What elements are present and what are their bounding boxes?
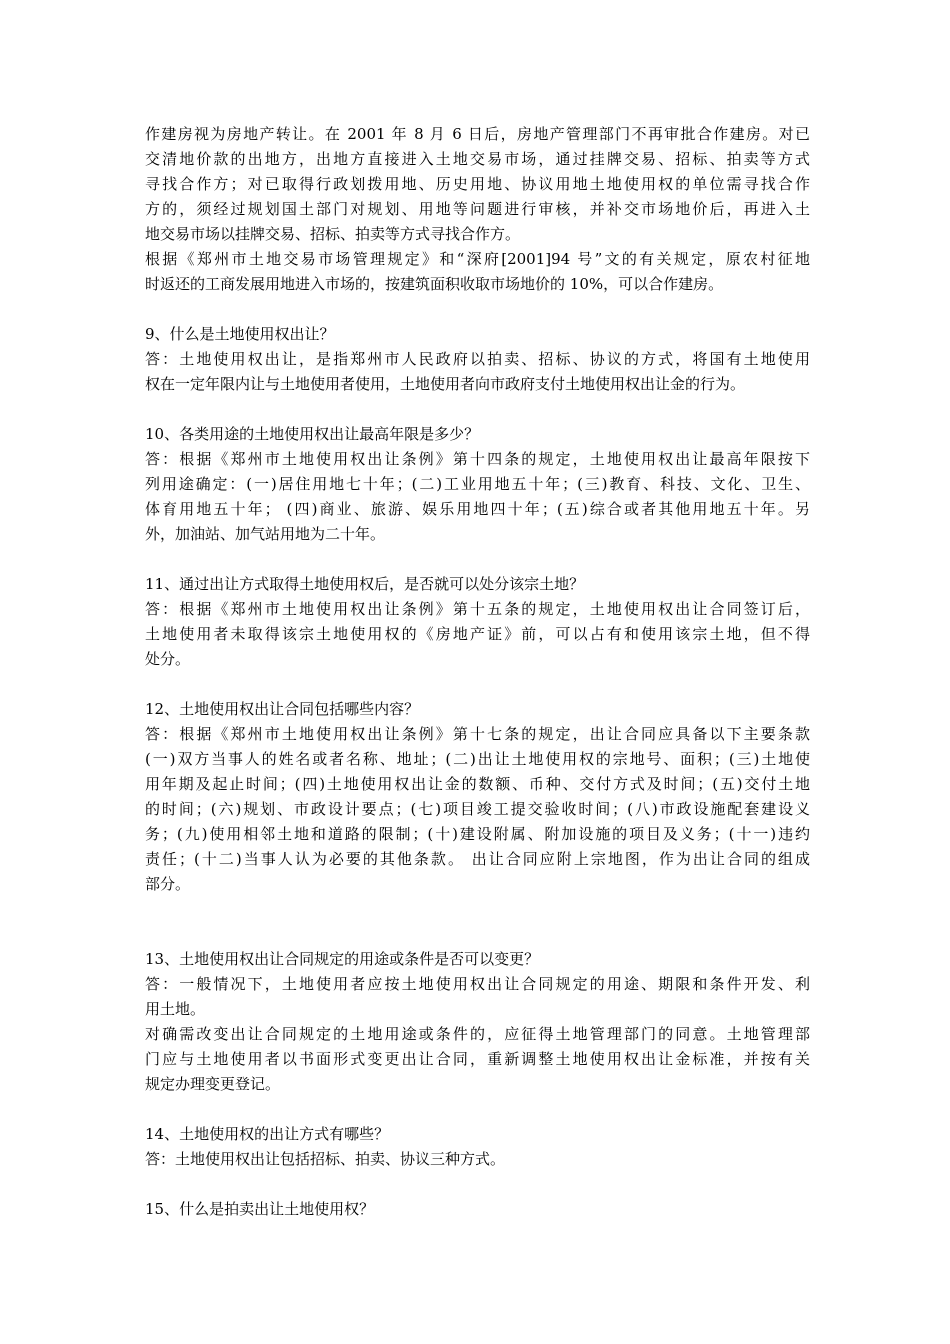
question-heading: 15、什么是拍卖出让土地使用权？ — [145, 1200, 375, 1218]
paragraph-gap — [145, 1097, 810, 1122]
qa-item-10 — [145, 422, 810, 547]
question-heading: 14、土地使用权的出让方式有哪些？ — [145, 1125, 390, 1143]
answer-line: 处分。 — [145, 650, 191, 668]
text-line: 时返还的工商发展用地进入市场的，按建筑面积收取市场地价的 10%，可以合作建房。 — [145, 275, 724, 293]
question-heading: 11、通过出让方式取得土地使用权后，是否就可以处分该宗土地？ — [145, 575, 585, 593]
text-line: 方的，须经过规划国土部门对规划、用地等问题进行审核，并补交市场地价后，再进入土 — [145, 200, 810, 218]
answer-line: 用土地。 — [145, 1000, 206, 1018]
intro-paragraph-1 — [145, 122, 810, 247]
answer-line: 答：一般情况下，土地使用者应按土地使用权出让合同规定的用途、期限和条件开发、利 — [145, 975, 810, 993]
answer-line: 答：根据《郑州市土地使用权出让条例》第十七条的规定，出让合同应具备以下主要条款 — [145, 725, 810, 743]
question-heading: 10、各类用途的土地使用权出让最高年限是多少？ — [145, 425, 480, 443]
qa-item-11 — [145, 572, 810, 672]
question-heading: 12、土地使用权出让合同包括哪些内容？ — [145, 700, 420, 718]
paragraph-gap — [145, 297, 810, 322]
question-heading: 13、土地使用权出让合同规定的用途或条件是否可以变更？ — [145, 950, 540, 968]
answer-line: 对确需改变出让合同规定的土地用途或条件的，应征得土地管理部门的同意。土地管理部 — [145, 1025, 810, 1043]
qa-item-13 — [145, 947, 810, 1097]
answer-line: 用年期及起止时间；(四)土地使用权出让金的数额、币种、交付方式及时间；(五)交付土地 — [145, 775, 810, 793]
qa-item-12 — [145, 697, 810, 897]
answer-line: 列用途确定：(一)居住用地七十年；(二)工业用地五十年；(三)教育、科技、文化、卫生、 — [145, 475, 810, 493]
paragraph-gap — [145, 1172, 810, 1197]
text-line: 作建房视为房地产转让。在 2001 年 8 月 6 日后，房地产管理部门不再审批合作建房。对已 — [145, 125, 810, 143]
text-line: 寻找合作方；对已取得行政划拨用地、历史用地、协议用地土地使用权的单位需寻找合作 — [145, 175, 810, 193]
answer-line: 部分。 — [145, 875, 191, 893]
text-line: 根据《郑州市土地交易市场管理规定》和“深府[2001]94 号”文的有关规定，原农村征地 — [145, 250, 810, 268]
answer-line: 答：根据《郑州市土地使用权出让条例》第十四条的规定，土地使用权出让最高年限按下 — [145, 450, 810, 468]
answer-line: 门应与土地使用者以书面形式变更出让合同，重新调整土地使用权出让金标准，并按有关 — [145, 1050, 810, 1068]
answer-line: 责任；(十二)当事人认为必要的其他条款。 出让合同应附上宗地图，作为出让合同的组成 — [145, 850, 810, 868]
text-line: 地交易市场以挂牌交易、招标、拍卖等方式寻找合作方。 — [145, 225, 521, 243]
answer-line: 土地使用者未取得该宗土地使用权的《房地产证》前，可以占有和使用该宗土地，但不得 — [145, 625, 810, 643]
paragraph-gap — [145, 547, 810, 572]
question-heading: 9、什么是土地使用权出让？ — [145, 325, 335, 343]
answer-line: 体育用地五十年； (四)商业、旅游、娱乐用地四十年；(五)综合或者其他用地五十年。另 — [145, 500, 810, 518]
paragraph-gap — [145, 397, 810, 422]
answer-line: 答：土地使用权出让，是指郑州市人民政府以拍卖、招标、协议的方式，将国有土地使用 — [145, 350, 810, 368]
paragraph-gap — [145, 672, 810, 697]
answer-line: (一)双方当事人的姓名或者名称、地址；(二)出让土地使用权的宗地号、面积；(三)土地使 — [145, 750, 810, 768]
qa-item-9 — [145, 322, 810, 397]
qa-item-15 — [145, 1197, 810, 1222]
answer-line: 答：根据《郑州市土地使用权出让条例》第十五条的规定，土地使用权出让合同签订后， — [145, 600, 810, 618]
answer-line: 权在一定年限内让与土地使用者使用，土地使用者向市政府支付土地使用权出让金的行为。 — [145, 375, 746, 393]
qa-item-14 — [145, 1122, 810, 1172]
answer-line: 答：土地使用权出让包括招标、拍卖、协议三种方式。 — [145, 1150, 506, 1168]
document-body — [145, 122, 810, 1222]
answer-line: 规定办理变更登记。 — [145, 1075, 281, 1093]
answer-line: 的时间；(六)规划、市政设计要点；(七)项目竣工提交验收时间；(八)市政设施配套建设义 — [145, 800, 810, 818]
answer-line: 务；(九)使用相邻土地和道路的限制；(十)建设附属、附加设施的项目及义务；(十一)违约 — [145, 825, 810, 843]
answer-line: 外，加油站、加气站用地为二十年。 — [145, 525, 386, 543]
paragraph-gap — [145, 897, 810, 947]
text-line: 交清地价款的出地方，出地方直接进入土地交易市场，通过挂牌交易、招标、拍卖等方式 — [145, 150, 810, 168]
intro-paragraph-2 — [145, 247, 810, 297]
